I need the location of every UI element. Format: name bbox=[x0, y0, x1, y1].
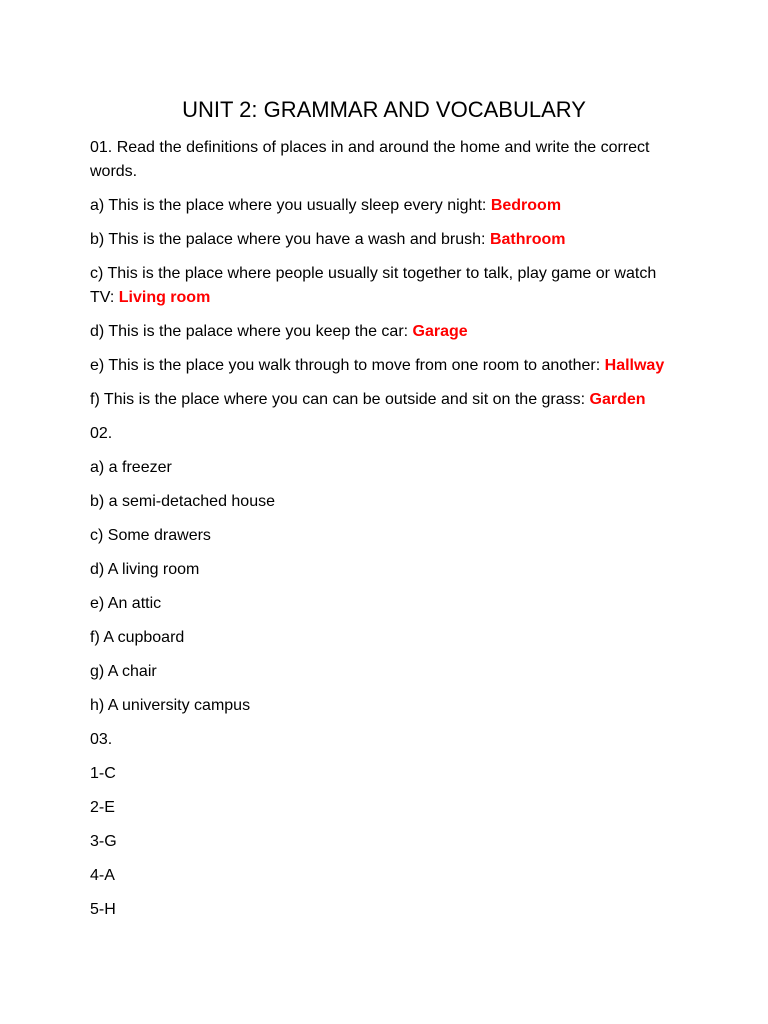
list-item: h) A university campus bbox=[90, 697, 251, 714]
list-item: a) a freezer bbox=[90, 459, 172, 476]
question-text: f) This is the place where you can can be outside and sit on the grass: bbox=[90, 391, 590, 408]
question-text: b) This is the palace where you have a wash and brush: bbox=[90, 231, 490, 248]
list-item: 4-A bbox=[90, 867, 115, 884]
answer-text: Bedroom bbox=[490, 197, 562, 214]
exercise-1-item-e bbox=[90, 354, 678, 378]
answer-text: Living room bbox=[118, 289, 211, 306]
list-item: f) A cupboard bbox=[90, 629, 185, 646]
list-item: 2-E bbox=[90, 799, 115, 816]
question-text: d) This is the palace where you keep the car: bbox=[90, 323, 413, 340]
exercise-1-item-f bbox=[90, 388, 678, 412]
question-text: e) This is the place you walk through to move from one room to another: bbox=[90, 357, 605, 374]
list-item: 5-H bbox=[90, 901, 116, 918]
exercise-3-heading: 03. bbox=[90, 731, 113, 748]
exercise-1-item-a bbox=[90, 194, 678, 218]
list-item: d) A living room bbox=[90, 561, 200, 578]
list-item: 3-G bbox=[90, 833, 117, 850]
exercise-1-item-b bbox=[90, 228, 678, 252]
answer-text: Garden bbox=[589, 391, 646, 408]
exercise-1-list bbox=[90, 194, 678, 412]
exercise-2-list bbox=[90, 456, 678, 718]
exercise-2-heading: 02. bbox=[90, 425, 113, 442]
list-item: e) An attic bbox=[90, 595, 162, 612]
list-item: b) a semi-detached house bbox=[90, 493, 275, 510]
exercise-3-list bbox=[90, 762, 678, 922]
exercise-1-instructions: 01. Read the definitions of places in and around the home and write the correct words. bbox=[90, 139, 650, 180]
answer-text: Garage bbox=[412, 323, 468, 340]
list-item: c) Some drawers bbox=[90, 527, 211, 544]
page-title: UNIT 2: GRAMMAR AND VOCABULARY bbox=[182, 97, 586, 122]
exercise-1-item-c bbox=[90, 262, 678, 310]
exercise-1-item-d bbox=[90, 320, 678, 344]
list-item: g) A chair bbox=[90, 663, 157, 680]
answer-text: Hallway bbox=[604, 357, 665, 374]
question-text: a) This is the place where you usually sleep every night: bbox=[90, 197, 491, 214]
question-text: c) This is the place where people usually sit together to talk, play game or watch TV: bbox=[90, 265, 657, 306]
list-item: 1-C bbox=[90, 765, 116, 782]
answer-text: Bathroom bbox=[489, 231, 566, 248]
